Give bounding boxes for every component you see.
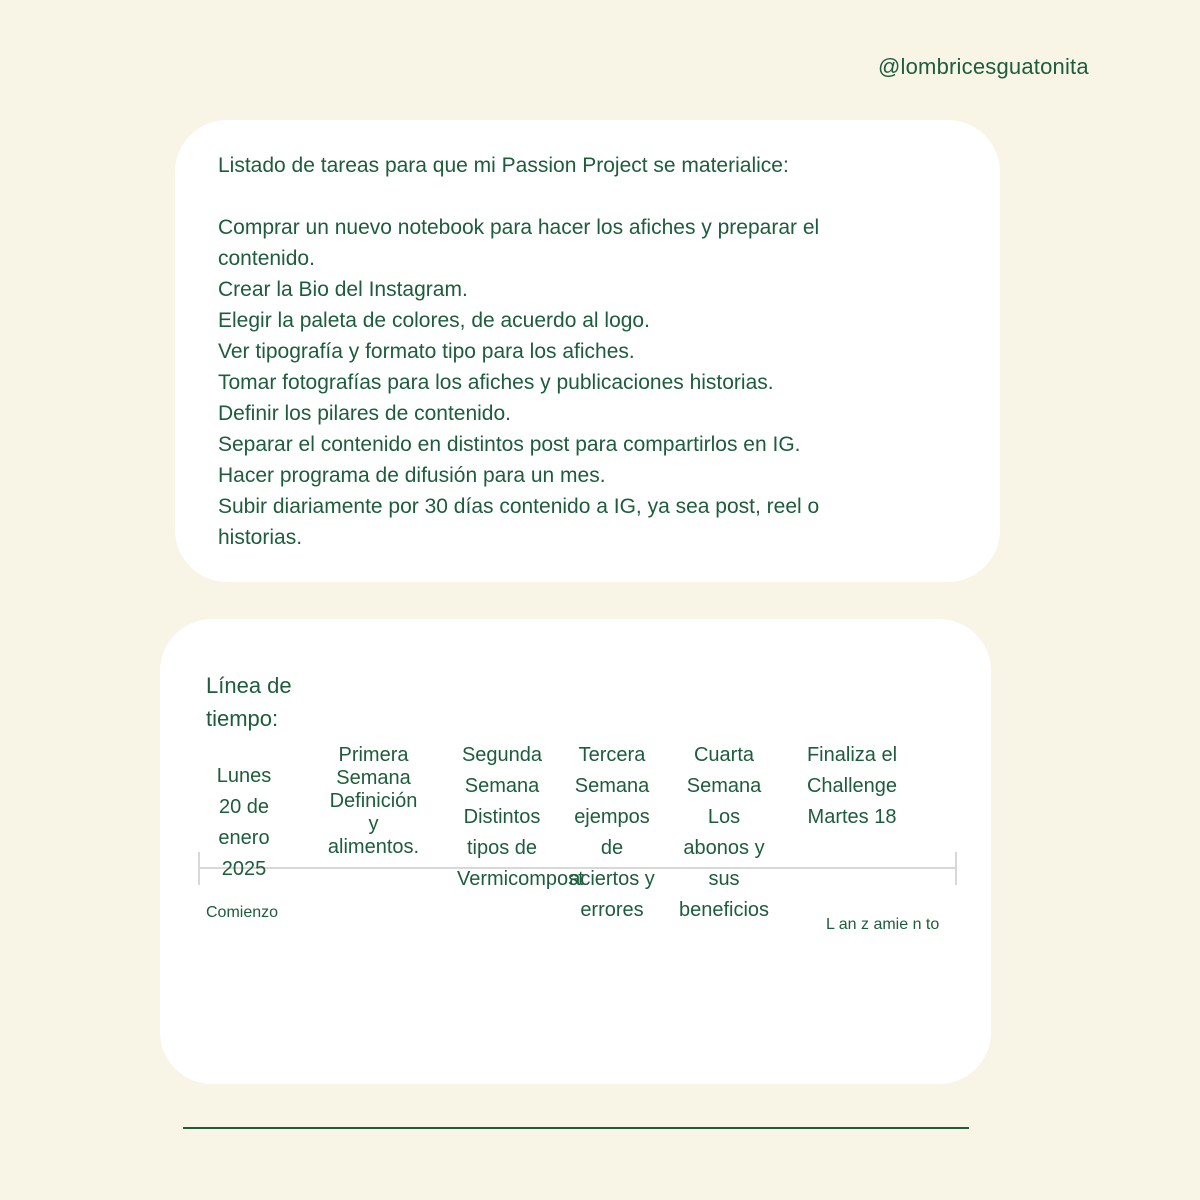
- instagram-handle: @lombricesguatonita: [878, 54, 1089, 79]
- task-item: Hacer programa de difusión para un mes.: [218, 464, 606, 487]
- timeline-week-2: Segunda Semana Distintos tipos de Vermicompost: [457, 744, 584, 890]
- task-item: Subir diariamente por 30 días contenido a IG, ya sea post, reel o historias.: [218, 495, 820, 549]
- timeline-end-tick: [955, 852, 957, 885]
- task-item: Comprar un nuevo notebook para hacer los afiches y preparar el contenido.: [218, 216, 820, 270]
- timeline-end-caption: L an z amie n to: [826, 916, 940, 933]
- task-item: Tomar fotografías para los afiches y publicaciones historias.: [218, 371, 774, 394]
- task-list-title: Listado de tareas para que mi Passion Project se materialice:: [218, 154, 789, 177]
- timeline-week-3: Tercera Semana ejempos de aciertos y errores: [569, 744, 655, 921]
- timeline-week-4: Cuarta Semana Los abonos y sus beneficios: [678, 744, 770, 921]
- task-item: Separar el contenido en distintos post para compartirlos en IG.: [218, 433, 801, 456]
- timeline-start-date: Lunes 20 de enero 2025: [216, 765, 272, 880]
- timeline-end-date: Finaliza el Challenge Martes 18: [806, 744, 898, 828]
- task-list: [218, 212, 878, 553]
- task-item: Elegir la paleta de colores, de acuerdo al logo.: [218, 309, 650, 332]
- task-item: Ver tipografía y formato tipo para los afiches.: [218, 340, 635, 363]
- task-item: Definir los pilares de contenido.: [218, 402, 511, 425]
- timeline-start-caption: Comienzo: [206, 904, 279, 921]
- timeline-card: [160, 619, 991, 1084]
- bottom-divider: [183, 1127, 969, 1129]
- task-item: Crear la Bio del Instagram.: [218, 278, 468, 301]
- task-list-card: [175, 120, 1000, 582]
- timeline-week-1: Primera Semana Definición y alimentos.: [327, 744, 420, 858]
- timeline-start-tick: [198, 852, 200, 885]
- timeline-heading: Línea de tiempo:: [206, 673, 292, 731]
